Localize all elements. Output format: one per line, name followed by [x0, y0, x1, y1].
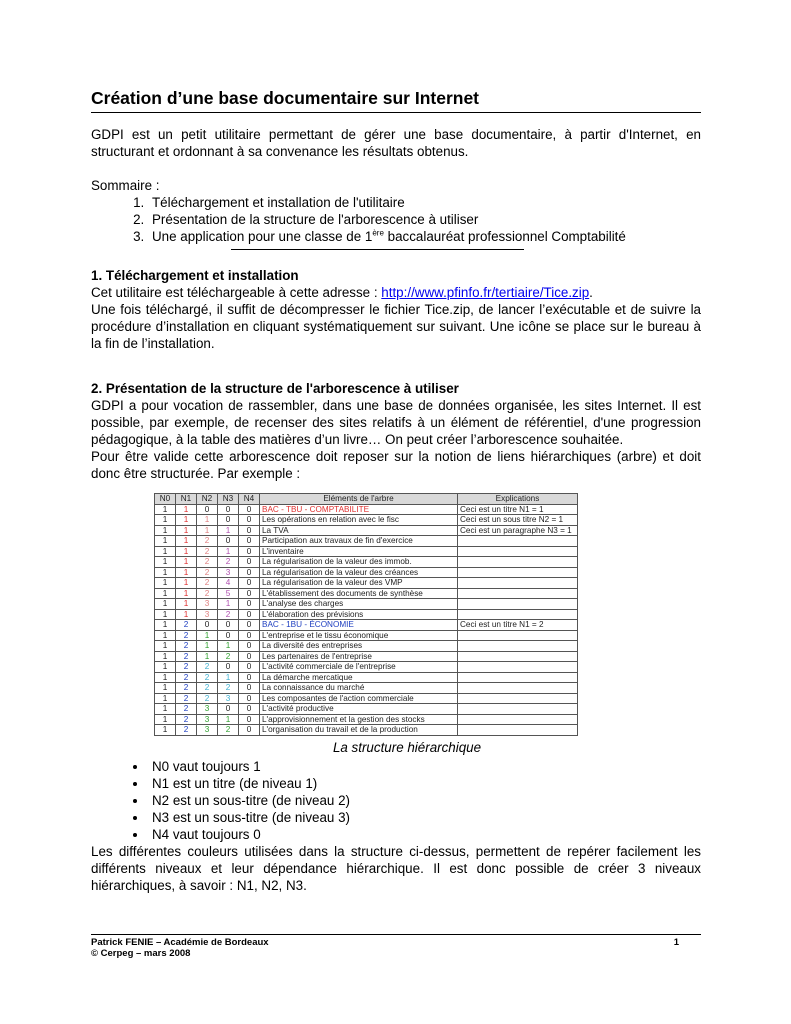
table-cell — [458, 599, 578, 610]
table-cell: 2 — [197, 662, 218, 673]
table-cell: La régularisation de la valeur des créances — [260, 567, 458, 578]
table-cell: 0 — [239, 557, 260, 568]
table-cell: 1 — [197, 525, 218, 536]
intro-paragraph: GDPI est un petit utilitaire permettant de gérer une base documentaire, à partir d'Internet, en structurant et ordonnant à sa convenance les résultats obtenus. — [91, 127, 701, 159]
page-footer — [91, 934, 701, 959]
level-item: • N3 est un sous-titre (de niveau 3) — [148, 809, 701, 826]
table-cell: 0 — [239, 672, 260, 683]
table-cell: La régularisation de la valeur des VMP — [260, 578, 458, 589]
footer-copyright: © Cerpeg – mars 2008 — [91, 948, 191, 959]
table-cell — [458, 641, 578, 652]
sommaire-item: 3. Une application pour une classe de 1ère baccalauréat professionnel Comptabilité — [148, 228, 701, 245]
page-title: Création d’une base documentaire sur Internet — [91, 88, 701, 113]
table-cell: 1 — [155, 620, 176, 631]
table-cell: 1 — [176, 609, 197, 620]
table-cell: Ceci est un paragraphe N3 = 1 — [458, 525, 578, 536]
table-cell: 1 — [218, 714, 239, 725]
table-cell: 2 — [218, 609, 239, 620]
table-cell: Les opérations en relation avec le fisc — [260, 515, 458, 526]
table-cell: L'approvisionnement et la gestion des stocks — [260, 714, 458, 725]
table-cell: 0 — [197, 620, 218, 631]
table-cell: L'analyse des charges — [260, 599, 458, 610]
table-row — [155, 725, 578, 736]
table-cell: 0 — [239, 536, 260, 547]
table-cell: Participation aux travaux de fin d'exercice — [260, 536, 458, 547]
table-cell: 2 — [176, 641, 197, 652]
table-cell: 2 — [197, 536, 218, 547]
conclusion-paragraph: Les différentes couleurs utilisées dans la structure ci-dessus, permettent de repérer facilement les différents niveaux et leur dépendance hiérarchique. Il est donc possible de créer 3 niveaux hiérarchiques, à savoir : N1, N2, N3. — [91, 843, 701, 893]
table-cell: 2 — [197, 567, 218, 578]
table-cell: BAC - TBU - COMPTABILITE — [260, 504, 458, 515]
table-cell: 1 — [218, 672, 239, 683]
table-cell: Les partenaires de l'entreprise — [260, 651, 458, 662]
table-cell — [458, 546, 578, 557]
table-cell: 1 — [176, 536, 197, 547]
table-cell: 0 — [239, 630, 260, 641]
table-row — [155, 630, 578, 641]
hierarchy-table-wrapper — [154, 493, 577, 736]
level-item: • N2 est un sous-titre (de niveau 2) — [148, 792, 701, 809]
table-cell — [458, 536, 578, 547]
table-cell: La régularisation de la valeur des immob. — [260, 557, 458, 568]
table-header-row — [155, 494, 578, 505]
table-cell: 0 — [239, 546, 260, 557]
table-cell: 0 — [218, 504, 239, 515]
table-header-cell: Explications — [458, 494, 578, 505]
table-cell: 0 — [239, 704, 260, 715]
table-cell — [458, 588, 578, 599]
table-cell: 5 — [218, 588, 239, 599]
table-cell: 3 — [197, 714, 218, 725]
table-cell — [458, 567, 578, 578]
table-row — [155, 714, 578, 725]
table-cell: 1 — [197, 630, 218, 641]
table-cell: 2 — [176, 651, 197, 662]
table-cell: 2 — [176, 714, 197, 725]
table-cell: 3 — [218, 693, 239, 704]
table-row — [155, 578, 578, 589]
sommaire-item: 2. Présentation de la structure de l'arborescence à utiliser — [148, 211, 701, 228]
table-cell — [458, 557, 578, 568]
table-cell: 0 — [239, 662, 260, 673]
table-cell: La connaissance du marché — [260, 683, 458, 694]
table-cell: L'activité productive — [260, 704, 458, 715]
table-cell: Ceci est un titre N1 = 1 — [458, 504, 578, 515]
footer-author: Patrick FENIE – Académie de Bordeaux — [91, 937, 269, 948]
table-cell: 1 — [155, 557, 176, 568]
sommaire-label: Sommaire : — [91, 178, 160, 193]
table-cell: Ceci est un titre N1 = 2 — [458, 620, 578, 631]
table-cell: 1 — [155, 651, 176, 662]
table-cell: 0 — [239, 504, 260, 515]
table-cell: 2 — [197, 557, 218, 568]
table-row — [155, 704, 578, 715]
table-cell: 0 — [239, 641, 260, 652]
table-cell: 1 — [176, 578, 197, 589]
table-cell — [458, 672, 578, 683]
table-cell: L'inventaire — [260, 546, 458, 557]
level-item: • N0 vaut toujours 1 — [148, 758, 701, 775]
table-header-cell: N4 — [239, 494, 260, 505]
sommaire-list — [91, 194, 701, 245]
table-cell: 1 — [155, 683, 176, 694]
table-cell: 1 — [218, 525, 239, 536]
table-cell: 0 — [239, 693, 260, 704]
table-row — [155, 641, 578, 652]
table-cell: 2 — [176, 620, 197, 631]
table-cell: 0 — [218, 704, 239, 715]
table-cell: 1 — [155, 693, 176, 704]
sommaire-item: 1. Téléchargement et installation de l'utilitaire — [148, 194, 701, 211]
table-row — [155, 536, 578, 547]
table-cell: 1 — [155, 588, 176, 599]
table-cell: 1 — [155, 536, 176, 547]
table-cell: L'établissement des documents de synthèse — [260, 588, 458, 599]
table-cell: 2 — [197, 683, 218, 694]
section1-heading: 1. Téléchargement et installation — [91, 268, 299, 283]
table-cell: 1 — [197, 641, 218, 652]
table-cell: 1 — [155, 725, 176, 736]
table-cell: 1 — [176, 567, 197, 578]
table-row — [155, 588, 578, 599]
table-cell: 1 — [218, 641, 239, 652]
table-cell: 2 — [218, 683, 239, 694]
table-cell: 2 — [197, 588, 218, 599]
table-cell: 0 — [218, 536, 239, 547]
table-body — [155, 504, 578, 735]
table-cell: 3 — [197, 599, 218, 610]
table-cell: 3 — [197, 704, 218, 715]
table-cell — [458, 704, 578, 715]
table-header-cell: N3 — [218, 494, 239, 505]
table-header-cell: Eléments de l'arbre — [260, 494, 458, 505]
table-cell: 1 — [155, 662, 176, 673]
table-cell: 1 — [176, 515, 197, 526]
download-link[interactable]: http://www.pfinfo.fr/tertiaire/Tice.zip — [381, 285, 590, 300]
table-cell — [458, 725, 578, 736]
table-cell: BAC - 1BU - ÉCONOMIE — [260, 620, 458, 631]
table-row — [155, 651, 578, 662]
table-cell — [458, 714, 578, 725]
table-cell: L'organisation du travail et de la production — [260, 725, 458, 736]
table-cell: 1 — [155, 504, 176, 515]
table-cell: 3 — [218, 567, 239, 578]
table-row — [155, 693, 578, 704]
table-row — [155, 504, 578, 515]
table-caption: La structure hiérarchique — [332, 739, 482, 755]
table-cell: 1 — [155, 546, 176, 557]
table-cell: 2 — [176, 672, 197, 683]
table-header-cell: N1 — [176, 494, 197, 505]
document-page — [91, 88, 701, 894]
table-row — [155, 546, 578, 557]
table-cell: 2 — [218, 557, 239, 568]
table-cell: 1 — [155, 567, 176, 578]
table-cell: 0 — [239, 525, 260, 536]
section2-heading: 2. Présentation de la structure de l'arborescence à utiliser — [91, 381, 459, 396]
table-cell: 0 — [197, 504, 218, 515]
table-cell: 0 — [239, 515, 260, 526]
table-cell: La démarche mercatique — [260, 672, 458, 683]
table-cell — [458, 651, 578, 662]
table-cell: 2 — [197, 693, 218, 704]
table-cell: 0 — [239, 609, 260, 620]
table-cell: 1 — [176, 588, 197, 599]
table-cell — [458, 609, 578, 620]
table-row — [155, 525, 578, 536]
table-cell: 0 — [239, 567, 260, 578]
table-cell: 2 — [176, 683, 197, 694]
table-cell: 0 — [218, 630, 239, 641]
table-cell: 1 — [176, 504, 197, 515]
table-row — [155, 662, 578, 673]
table-header-cell: N2 — [197, 494, 218, 505]
table-cell: 0 — [239, 651, 260, 662]
table-cell: 1 — [155, 578, 176, 589]
table-cell: 4 — [218, 578, 239, 589]
table-cell: 0 — [218, 620, 239, 631]
table-cell: 2 — [218, 651, 239, 662]
table-cell: Les composantes de l'action commerciale — [260, 693, 458, 704]
table-cell: 1 — [155, 704, 176, 715]
table-cell: 1 — [155, 609, 176, 620]
table-cell: Ceci est un sous titre N2 = 1 — [458, 515, 578, 526]
install-paragraph: Une fois téléchargé, il suffit de décompresser le fichier Tice.zip, de lancer l’exécutable et de suivre la procédure d’installation en cliquant systématiquement sur suivant. Une icône se place sur le bureau à la fin de l’installation. — [91, 302, 701, 351]
table-row — [155, 672, 578, 683]
table-cell: 1 — [197, 651, 218, 662]
table-cell: 2 — [176, 630, 197, 641]
level-item: • N1 est un titre (de niveau 1) — [148, 775, 701, 792]
table-cell: 0 — [239, 683, 260, 694]
table-cell: 0 — [239, 620, 260, 631]
table-cell: 2 — [197, 578, 218, 589]
table-cell: 1 — [176, 557, 197, 568]
table-row — [155, 620, 578, 631]
table-cell — [458, 683, 578, 694]
table-cell: 0 — [239, 714, 260, 725]
section2-paragraph-2: Pour être valide cette arborescence doit reposer sur la notion de liens hiérarchiques (arbre) et doit donc être structurée. Par exemple : — [91, 449, 701, 481]
table-cell: 1 — [155, 525, 176, 536]
table-row — [155, 567, 578, 578]
table-cell: 0 — [218, 515, 239, 526]
table-row — [155, 557, 578, 568]
table-cell: 1 — [176, 599, 197, 610]
table-cell: 0 — [239, 588, 260, 599]
table-cell — [458, 693, 578, 704]
table-cell: 3 — [197, 609, 218, 620]
table-cell: La diversité des entreprises — [260, 641, 458, 652]
levels-list — [91, 758, 701, 843]
table-cell: 3 — [197, 725, 218, 736]
hierarchy-table — [154, 493, 578, 736]
download-line: Cet utilitaire est téléchargeable à cette adresse : http://www.pfinfo.fr/tertiaire/Tice.zip. — [91, 285, 593, 300]
table-cell: 0 — [239, 725, 260, 736]
table-row — [155, 683, 578, 694]
table-cell: 0 — [239, 599, 260, 610]
table-cell: 1 — [197, 515, 218, 526]
table-cell: L'entreprise et le tissu économique — [260, 630, 458, 641]
table-cell: L'élaboration des prévisions — [260, 609, 458, 620]
section2-paragraph-1: GDPI a pour vocation de rassembler, dans une base de données organisée, les sites Internet. Il est possible, par exemple, de recenser des sites relatifs à un élément de référentiel, d'une progression pédagogique, à la table des matières d’un livre… On peut créer l’arborescence souhaitée. — [91, 398, 701, 447]
table-cell: 1 — [155, 630, 176, 641]
table-cell: 1 — [176, 525, 197, 536]
table-cell: 1 — [176, 546, 197, 557]
table-cell: 2 — [176, 725, 197, 736]
table-row — [155, 599, 578, 610]
table-row — [155, 609, 578, 620]
table-cell: 2 — [197, 546, 218, 557]
page-number: 1 — [673, 937, 679, 948]
table-cell — [458, 630, 578, 641]
table-cell — [458, 662, 578, 673]
table-cell: 1 — [218, 546, 239, 557]
table-cell: 1 — [155, 672, 176, 683]
table-cell: 2 — [197, 672, 218, 683]
table-cell — [458, 578, 578, 589]
level-item: • N4 vaut toujours 0 — [148, 826, 701, 843]
table-cell: 1 — [155, 599, 176, 610]
table-cell: 1 — [155, 714, 176, 725]
table-cell: 0 — [218, 662, 239, 673]
table-cell: 1 — [155, 641, 176, 652]
table-cell: 2 — [176, 662, 197, 673]
table-cell: 0 — [239, 578, 260, 589]
table-row — [155, 515, 578, 526]
table-cell: L'activité commerciale de l'entreprise — [260, 662, 458, 673]
table-header-cell: N0 — [155, 494, 176, 505]
table-cell: 1 — [155, 515, 176, 526]
table-cell: 2 — [218, 725, 239, 736]
table-cell: La TVA — [260, 525, 458, 536]
table-cell: 1 — [218, 599, 239, 610]
table-cell: 2 — [176, 704, 197, 715]
table-cell: 2 — [176, 693, 197, 704]
